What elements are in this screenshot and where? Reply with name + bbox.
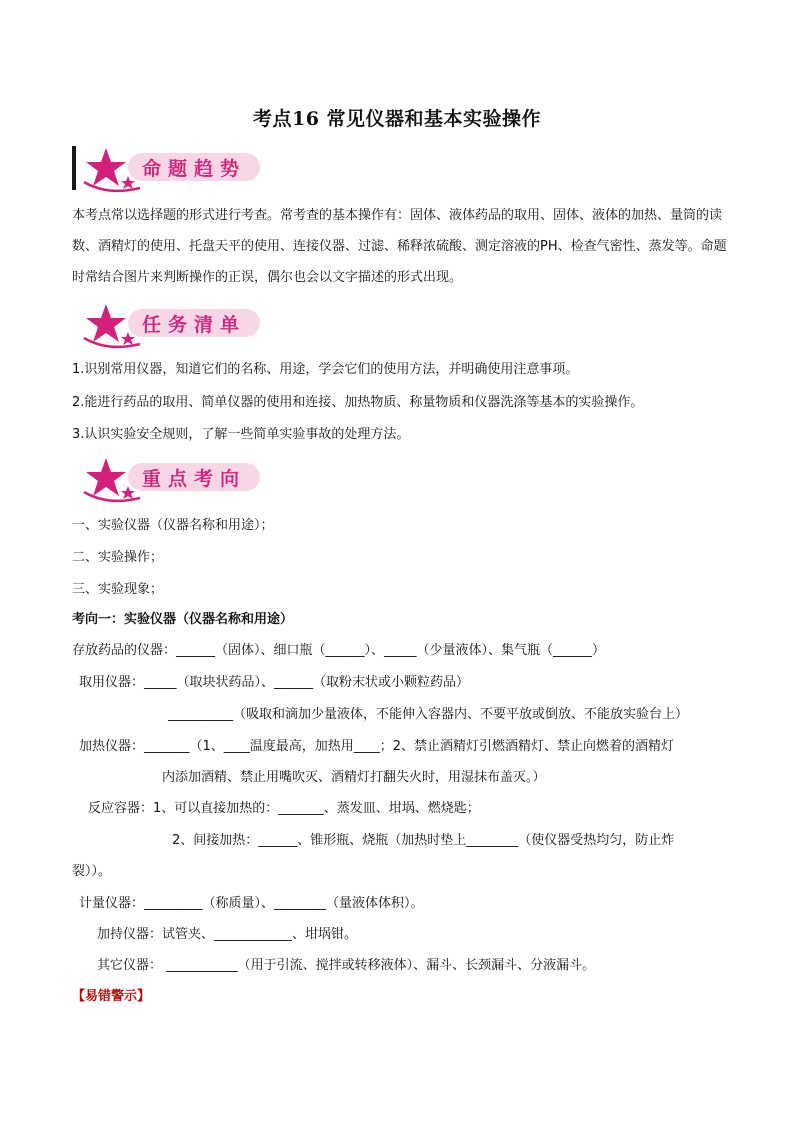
text-line: 计量仪器：_________（称质量）、________（量液体体积）。 [79, 896, 424, 911]
banner-label: 任务清单 [142, 313, 247, 336]
text-line: 2、间接加热：______、锥形瓶、烧瓶（加热时垫上________（使仪器受热均匀，防止炸 [172, 833, 675, 848]
task-item: 2.能进行药品的取用、简单仪器的使用和连接、加热物质、称量物质和仪器洗涤等基本的实验操作。 [72, 395, 644, 410]
trend-paragraph: 本考点常以选择题的形式进行考查。常考查的基本操作有：固体、液体药品的取用、固体、液体的加热、量筒的读数、酒精灯的使用、托盘天平的使用、连接仪器、过滤、稀释浓硫酸、测定溶液的PH、检查气密性、蒸发等。命题时常结合图片来判断操作的正误，偶尔也会以文字描述的形式出现。 [72, 208, 727, 285]
focus-item: 一、实验仪器（仪器名称和用途）； [72, 518, 274, 533]
banner-pill [128, 463, 260, 491]
text-line: 裂））。 [72, 864, 112, 879]
text-line: 取用仪器：_____（取块状药品）、______（取粉末状或小颗粒药品） [79, 675, 470, 690]
task-item: 3.认识实验安全规则，了解一些简单实验事故的处理方法。 [72, 427, 410, 442]
banner-label: 命题趋势 [142, 157, 247, 180]
section-banner-trend [72, 146, 292, 194]
banner-label: 重点考向 [142, 467, 247, 490]
focus-item: 二、实验操作； [72, 550, 164, 565]
text-line: 存放药品的仪器：______（固体）、细口瓶（______）、_____（少量液体）、集气瓶（______） [72, 643, 606, 658]
subheading: 考向一：实验仪器（仪器名称和用途） [72, 612, 294, 627]
section-banner-tasks [72, 302, 292, 350]
warning-heading: 【易错警示】 [72, 989, 151, 1004]
text-line: 加热仪器：_______（1、____温度最高，加热用____；2、禁止酒精灯引燃酒精灯、禁止向燃着的酒精灯 [79, 739, 675, 754]
section-banner-focus [72, 456, 292, 504]
text-line: 其它仪器： ___________（用于引流、搅拌或转移液体）、漏斗、长颈漏斗、分液漏斗。 [97, 958, 596, 973]
text-line: __________（吸取和滴加少量液体，不能伸入容器内、不要平放或倒放、不能放实验台上） [168, 707, 689, 722]
text-line: 加持仪器：试管夹、____________、坩埚钳。 [97, 927, 358, 942]
banner-bar [72, 146, 76, 190]
focus-item: 三、实验现象； [72, 582, 164, 597]
banner-pill [128, 309, 260, 337]
text-line: 内添加酒精、禁止用嘴吹灭、酒精灯打翻失火时，用湿抹布盖灭。） [162, 770, 546, 785]
banner-pill [128, 153, 260, 181]
text-line: 反应容器：1、可以直接加热的：_______、蒸发皿、坩埚、燃烧匙； [88, 801, 480, 816]
task-item: 1.识别常用仪器，知道它们的名称、用途，学会它们的使用方法，并明确使用注意事项。 [72, 362, 579, 377]
page-title: 考点16 常见仪器和基本实验操作 [252, 108, 542, 130]
